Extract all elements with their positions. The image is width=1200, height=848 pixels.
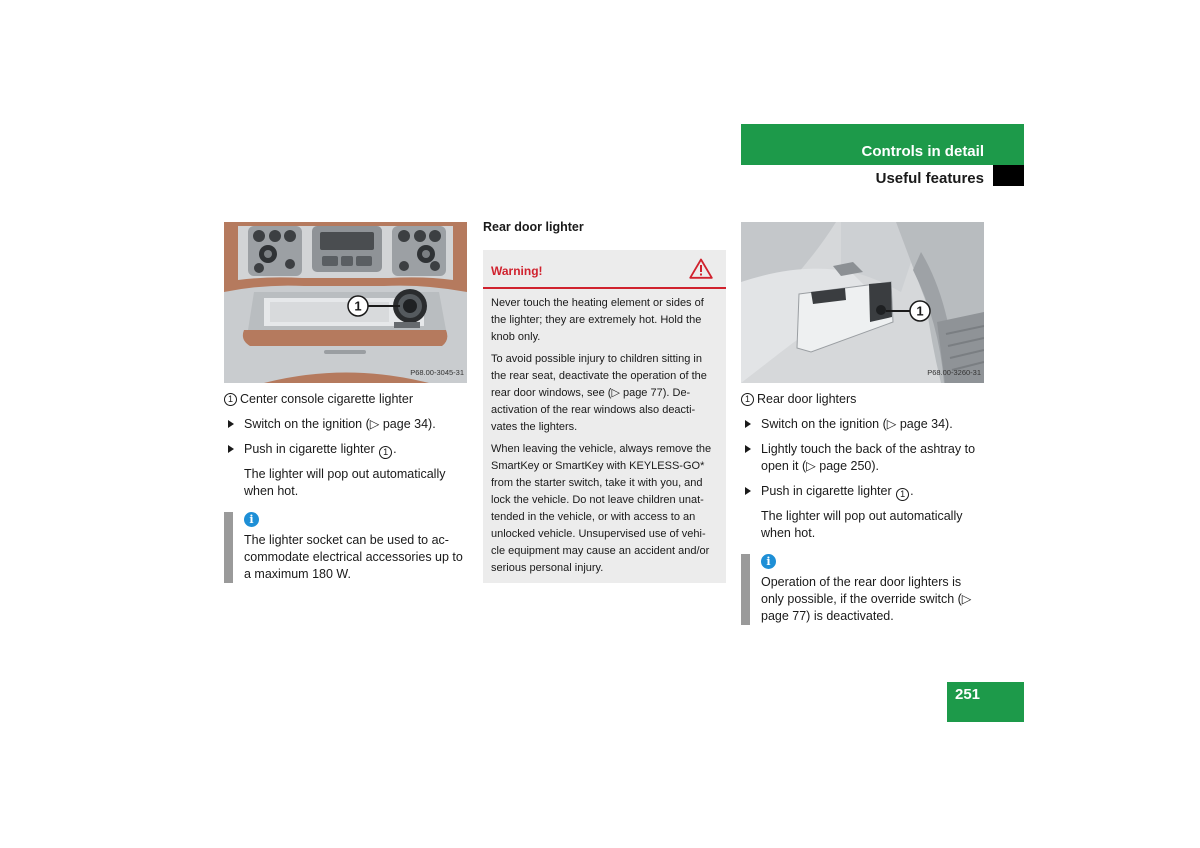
right-column [741, 222, 985, 625]
chapter-header [741, 124, 1024, 165]
info-text: Operation of the rear door lighters is only possible, if the override switch (▷ page 77) is deactivated. [761, 575, 972, 623]
warning-body [483, 289, 726, 583]
left-column [224, 222, 468, 583]
rear-door-photo [741, 222, 984, 383]
callout-number: 1 [896, 488, 909, 501]
figure-caption [741, 391, 985, 408]
info-note [224, 512, 468, 583]
warning-label: Warning! [491, 264, 543, 278]
callout-number: 1 [379, 446, 392, 459]
step-switch-ignition: Switch on the ignition (▷ page 34). [741, 416, 985, 433]
info-bar [741, 554, 750, 625]
warning-paragraph-1: Never touch the heating element or sides of the lighter; they are extremely hot. Hold the knob only. [491, 297, 704, 343]
center-console-illustration [224, 222, 467, 383]
warning-paragraph-2: To avoid possible injury to children sitting in the rear seat, deactivate the operation of the rear door windows, see (▷ page 77). De-activation of the rear windows also deacti-vates the lighters. [491, 353, 707, 433]
callout-number: 1 [741, 393, 754, 406]
info-note [741, 554, 985, 625]
warning-paragraph-3: When leaving the vehicle, always remove the SmartKey or SmartKey with KEYLESS-GO* from the starter switch, take it with you, and lock the vehicle. Do not leave children unat-tended in the vehicle, or with access to an unlocked vehicle. Unsupervised use of vehi-cle equipment may cause an accident and/or serious personal injury. [491, 443, 712, 574]
center-console-photo [224, 222, 467, 383]
info-icon: i [244, 512, 259, 527]
info-icon: i [761, 554, 776, 569]
section-marker [993, 165, 1024, 186]
step-open-ashtray: Lightly touch the back of the ashtray to open it (▷ page 250). [741, 441, 985, 475]
photo-callout-1: 1 [916, 303, 924, 319]
chapter-title: Controls in detail [861, 143, 984, 160]
middle-column [483, 218, 726, 583]
step-result: The lighter will pop out automatically when hot. [761, 509, 963, 540]
step-push-lighter: Push in cigarette lighter 1 . [741, 483, 985, 501]
page-number: 251 [947, 682, 1024, 722]
section-title: Useful features [875, 170, 984, 187]
caption-text: Rear door lighters [757, 392, 857, 406]
warning-header [483, 250, 726, 289]
rear-door-lighter-heading: Rear door lighter [483, 220, 584, 234]
callout-number: 1 [224, 393, 237, 406]
rear-door-illustration [741, 222, 984, 383]
caption-text: Center console cigarette lighter [240, 392, 414, 406]
photo-code: P68.00-3045-31 [410, 368, 464, 377]
step-push-lighter: Push in cigarette lighter 1 . [224, 441, 468, 459]
figure-caption [224, 391, 468, 408]
step-result: The lighter will pop out automatically when hot. [244, 467, 446, 498]
info-text: The lighter socket can be used to ac-commodate electrical accessories up to a maximum 180 W. [244, 533, 463, 581]
step-switch-ignition: Switch on the ignition (▷ page 34). [224, 416, 468, 433]
warning-box [483, 250, 726, 583]
warning-triangle-icon [689, 258, 713, 279]
info-bar [224, 512, 233, 583]
photo-code: P68.00-3260-31 [927, 368, 981, 377]
photo-callout-1: 1 [354, 298, 362, 314]
